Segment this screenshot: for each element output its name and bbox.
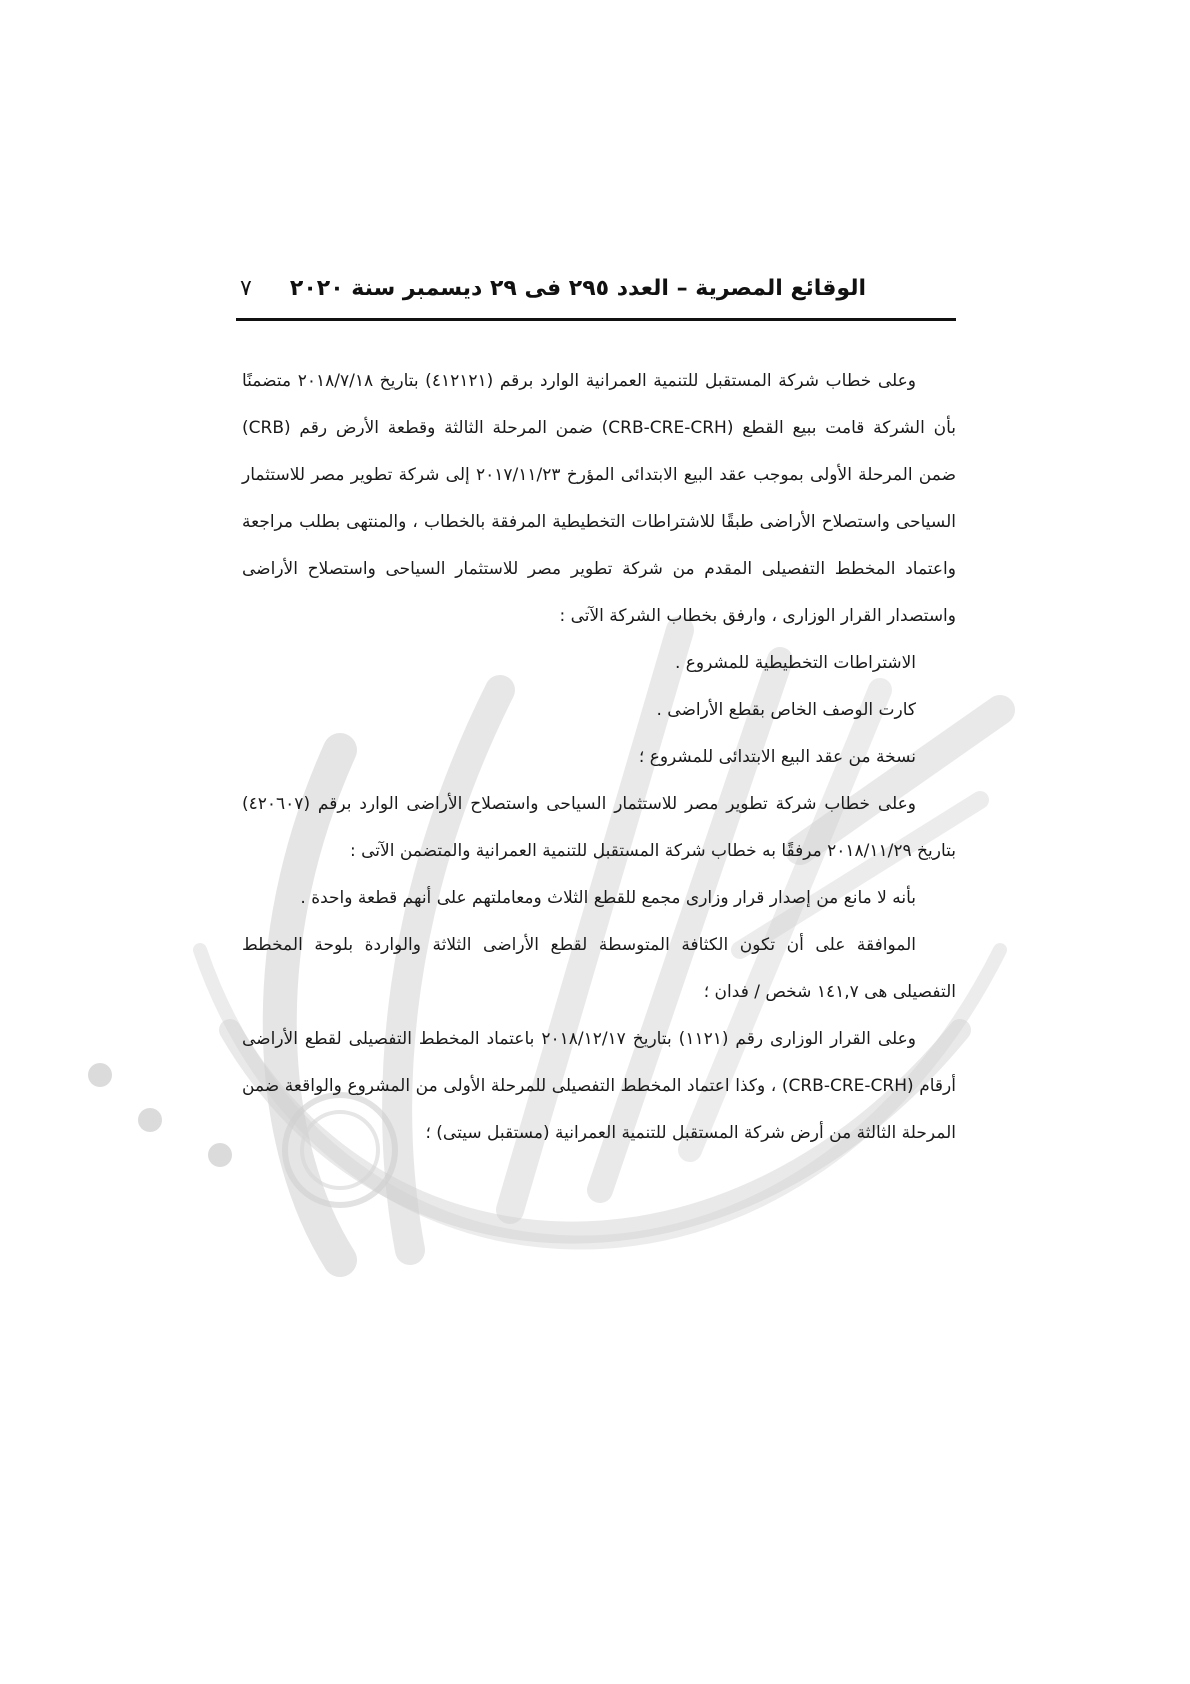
paragraph: بأنه لا مانع من إصدار قرار وزارى مجمع للقطع الثلاث ومعاملتهم على أنهم قطعة واحدة . [300, 888, 916, 908]
paragraph: وعلى القرار الوزارى رقم (١١٢١) بتاريخ ٢٠١٨/١٢/١٧ باعتماد المخطط التفصيلى لقطع الأراضى أرقام (CRB-CRE-CRH) ، وكذا اعتماد المخطط التفصيلى للمرحلة الأولى من المشروع والواقعة ضمن المرحلة الثالثة من أرض شركة المستقبل للتنمية العمرانية (مستقبل سيتى) ؛ [242, 1029, 956, 1143]
list-item: الاشتراطات التخطيطية للمشروع . [674, 653, 916, 673]
list-item: نسخة من عقد البيع الابتدائى للمشروع ؛ [638, 747, 916, 767]
gazette-title: الوقائع المصرية – العدد ٢٩٥ فى ٢٩ ديسمبر سنة ٢٠٢٠ [289, 276, 866, 301]
page-header [236, 268, 956, 312]
list-item: كارت الوصف الخاص بقطع الأراضى . [656, 700, 916, 720]
page-number: ٧ [240, 276, 252, 301]
paragraph: الموافقة على أن تكون الكثافة المتوسطة لقطع الأراضى الثلاثة والواردة بلوحة المخطط التفصيلى هى ١٤١,٧ شخص / فدان ؛ [242, 935, 956, 1002]
paragraph: وعلى خطاب شركة تطوير مصر للاستثمار السياحى واستصلاح الأراضى الوارد برقم (٤٢٠٦٠٧) بتاريخ ٢٠١٨/١١/٢٩ مرفقًا به خطاب شركة المستقبل للتنمية العمرانية والمتضمن الآتى : [242, 794, 956, 861]
header-rule [236, 318, 956, 321]
body-text [242, 358, 956, 1157]
paragraph: وعلى خطاب شركة المستقبل للتنمية العمرانية الوارد برقم (٤١٢١٢١) بتاريخ ٢٠١٨/٧/١٨ متضمنًا بأن الشركة قامت ببيع القطع (CRB-CRE-CRH) ضمن المرحلة الثالثة وقطعة الأرض رقم (CRB) ضمن المرحلة الأولى بموجب عقد البيع الابتدائى المؤرخ ٢٠١٧/١١/٢٣ إلى شركة تطوير مصر للاستثمار السياحى واستصلاح الأراضى طبقًا للاشتراطات التخطيطية المرفقة بالخطاب ، والمنتهى بطلب مراجعة واعتماد المخطط التفصيلى المقدم من شركة تطوير مصر للاستثمار السياحى واستصلاح الأراضى واستصدار القرار الوزارى ، وارفق بخطاب الشركة الآتى : [242, 371, 957, 626]
